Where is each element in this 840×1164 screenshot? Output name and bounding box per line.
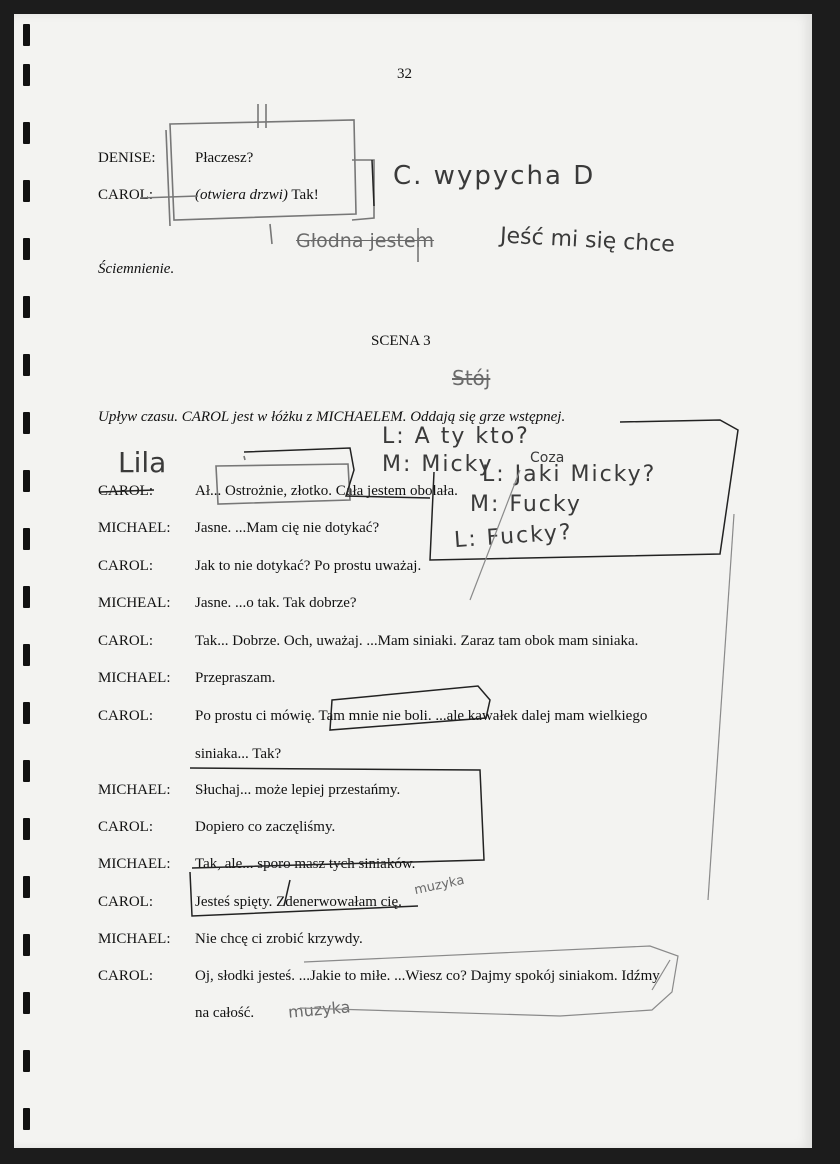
speaker-name: CAROL: xyxy=(98,187,154,203)
speaker-name: CAROL: xyxy=(98,558,154,574)
blackout-direction: Ściemnienie. xyxy=(98,261,175,277)
dialogue-line: Jak to nie dotykać? Po prostu uważaj. xyxy=(195,558,422,574)
speaker-name: CAROL: xyxy=(98,483,154,499)
handwritten-note: M: Micky xyxy=(382,452,494,477)
speaker-name: CAROL: xyxy=(98,708,154,724)
handwritten-note: M: Fucky xyxy=(470,492,582,517)
dialogue-line: Tak... Dobrze. Och, uważaj. ...Mam siniaki. Zaraz tam obok mam siniaka. xyxy=(195,633,639,649)
dialogue-line xyxy=(195,186,319,204)
handwritten-note: Jeść mi się chce xyxy=(499,223,676,258)
speaker-name: DENISE: xyxy=(98,150,156,166)
dialogue-line: Ał... Ostrożnie, złotko. Cała jestem obolała. xyxy=(195,483,458,499)
spiral-binding xyxy=(20,14,34,1148)
handwritten-note: muzyka xyxy=(287,997,352,1022)
speaker-name: MICHAEL: xyxy=(98,782,171,798)
dialogue-line: Dopiero co zaczęliśmy. xyxy=(195,819,336,835)
dialogue-line: Nie chcę ci zrobić krzywdy. xyxy=(195,931,363,947)
stage-direction-inline: (otwiera drzwi) xyxy=(195,187,288,203)
speaker-name: CAROL: xyxy=(98,633,154,649)
handwritten-note: C. wypycha D xyxy=(393,161,596,191)
handwritten-note: L: Jaki Micky? xyxy=(482,462,657,487)
handwritten-strikethrough: Głodna jestem xyxy=(296,230,435,252)
speaker-name: CAROL: xyxy=(98,894,154,910)
handwritten-note: L: A ty kto? xyxy=(382,424,530,449)
handwritten-note: L: Fucky? xyxy=(453,519,574,554)
speaker-name: MICHAEL: xyxy=(98,856,171,872)
dialogue-line: Jasne. ...o tak. Tak dobrze? xyxy=(195,595,357,611)
speaker-name: MICHAEL: xyxy=(98,670,171,686)
dialogue-line: Jasne. ...Mam cię nie dotykać? xyxy=(195,520,380,536)
dialogue-line: Jesteś spięty. Zdenerwowałam cię. xyxy=(195,894,402,910)
handwritten-character-name: Lila xyxy=(118,446,167,479)
dialogue-line: siniaka... Tak? xyxy=(195,746,282,762)
page-number: 32 xyxy=(397,66,412,82)
dialogue-line: Oj, słodki jesteś. ...Jakie to miłe. ...Wiesz co? Dajmy spokój siniakom. Idźmy xyxy=(195,968,660,984)
handwritten-note: Coza xyxy=(530,450,565,466)
scene-title: SCENA 3 xyxy=(371,333,431,349)
speaker-name: CAROL: xyxy=(98,819,154,835)
speaker-name: MICHAEL: xyxy=(98,520,171,536)
dialogue-line: Po prostu ci mówię. Tam mnie nie boli. ...ale kawałek dalej mam wielkiego xyxy=(195,708,648,724)
dialogue-line: Tak, ale... sporo masz tych siniaków. xyxy=(195,856,416,872)
handwritten-strikethrough: Stój xyxy=(452,366,491,390)
speaker-name: CAROL: xyxy=(98,968,154,984)
dialogue-line: na całość. xyxy=(195,1005,255,1021)
speaker-name: MICHEAL: xyxy=(98,595,171,611)
dialogue-line: Przepraszam. xyxy=(195,670,276,686)
dialogue-line: Płaczesz? xyxy=(195,150,254,166)
dialogue-line: Słuchaj... może lepiej przestańmy. xyxy=(195,782,401,798)
speaker-name: MICHAEL: xyxy=(98,931,171,947)
handwritten-note: muzyka xyxy=(412,872,466,899)
dialogue-line-text: Tak! xyxy=(287,187,319,203)
stage-direction: Upływ czasu. CAROL jest w łóżku z MICHAELEM. Oddają się grze wstępnej. xyxy=(98,409,566,425)
